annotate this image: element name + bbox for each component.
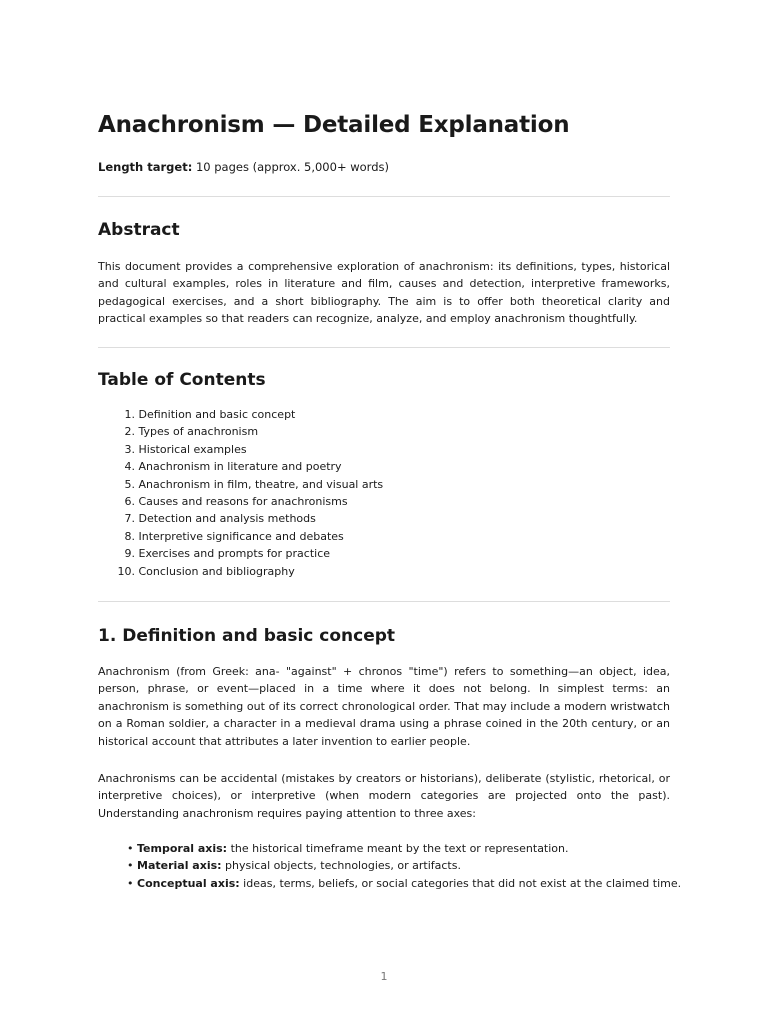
toc-item-label: Detection and analysis methods <box>138 512 316 526</box>
axis-bullet: • Material axis: physical objects, technologies, or artifacts. <box>127 859 461 873</box>
toc-list <box>98 406 383 580</box>
divider <box>98 601 670 602</box>
toc-item-label: Historical examples <box>138 442 247 456</box>
toc-item-number: 8. <box>124 529 135 543</box>
toc-item-number: 6. <box>124 494 135 508</box>
toc-item <box>98 493 383 510</box>
toc-item-number: 5. <box>124 477 135 491</box>
toc-item-number: 2. <box>124 425 135 439</box>
abstract-heading: Abstract <box>98 220 180 240</box>
toc-item-label: Types of anachronism <box>138 425 259 439</box>
toc-item <box>98 441 383 458</box>
axis-bullet: • Temporal axis: the historical timeframe meant by the text or representation. <box>127 842 569 855</box>
axis-bullet-text: ideas, terms, beliefs, or social categories that did not exist at the claimed time. <box>239 876 682 890</box>
toc-item-label: Exercises and prompts for practice <box>138 547 331 561</box>
section-1-heading: 1. Definition and basic concept <box>98 626 396 646</box>
toc-item-number: 4. <box>124 460 135 474</box>
toc-item <box>98 476 383 493</box>
toc-item-number: 10. <box>117 564 135 578</box>
toc-item-number: 9. <box>124 547 135 561</box>
toc-item-label: Causes and reasons for anachronisms <box>138 494 348 508</box>
toc-item-label: Definition and basic concept <box>138 408 296 421</box>
toc-item <box>98 423 383 440</box>
toc-item <box>98 458 383 475</box>
toc-item-label: Anachronism in film, theatre, and visual arts <box>138 477 384 491</box>
length-target-label: Length target: <box>98 160 193 174</box>
toc-item-number: 3. <box>124 442 135 456</box>
divider <box>98 196 670 197</box>
divider <box>98 347 670 348</box>
page-number: 1 <box>380 970 388 983</box>
toc-heading: Table of Contents <box>98 370 266 390</box>
axis-bullet-text: physical objects, technologies, or artifacts. <box>221 859 461 873</box>
axis-bullet-label: Conceptual axis: <box>137 876 240 890</box>
toc-item <box>98 528 383 545</box>
toc-item-number: 7. <box>124 512 135 526</box>
axis-bullet: • Conceptual axis: ideas, terms, beliefs, or social categories that did not exist at the claimed time. <box>127 876 682 890</box>
toc-item <box>98 545 383 562</box>
section-1-paragraph-2: Anachronisms can be accidental (mistakes by creators or historians), deliberate (stylistic, rhetorical, or interpretive choices), or interpretive (when modern categories are projected onto the past). Understanding anachronism requires paying attention to three axes: <box>98 772 670 820</box>
axis-bullet-label: Material axis: <box>137 859 222 873</box>
abstract-text: This document provides a comprehensive exploration of anachronism: its definitions, types, historical and cultural examples, roles in literature and film, causes and detection, interpretive frameworks, pedagogical exercises, and a short bibliography. The aim is to offer both theoretical clarity and practical examples so that readers can recognize, analyze, and employ anachronism thoughtfully. <box>98 260 670 326</box>
toc-item <box>98 510 383 527</box>
axes-list <box>127 840 681 892</box>
toc-item-label: Interpretive significance and debates <box>138 529 344 543</box>
toc-item-label: Conclusion and bibliography <box>138 564 295 578</box>
axis-bullet-label: Temporal axis: <box>137 842 228 855</box>
axis-bullet-text: the historical timeframe meant by the text or representation. <box>227 842 569 855</box>
length-target-value: 10 pages (approx. 5,000+ words) <box>192 160 389 174</box>
section-1-paragraph-1: Anachronism (from Greek: ana- "against" + chronos "time") refers to something—an object, idea, person, phrase, or event—placed in a time where it does not belong. In simplest terms: an anachronism is something out of its correct chronological order. That may include a modern wristwatch on a Roman soldier, a character in a medieval drama using a phrase coined in the 20th century, or an historical account that attributes a later invention to earlier people. <box>98 665 670 748</box>
toc-item-number: 1. <box>124 408 135 421</box>
document-title: Anachronism — Detailed Explanation <box>98 112 570 138</box>
toc-item <box>98 406 383 423</box>
toc-item <box>98 563 383 580</box>
length-target <box>98 160 389 174</box>
toc-item-label: Anachronism in literature and poetry <box>138 460 342 474</box>
